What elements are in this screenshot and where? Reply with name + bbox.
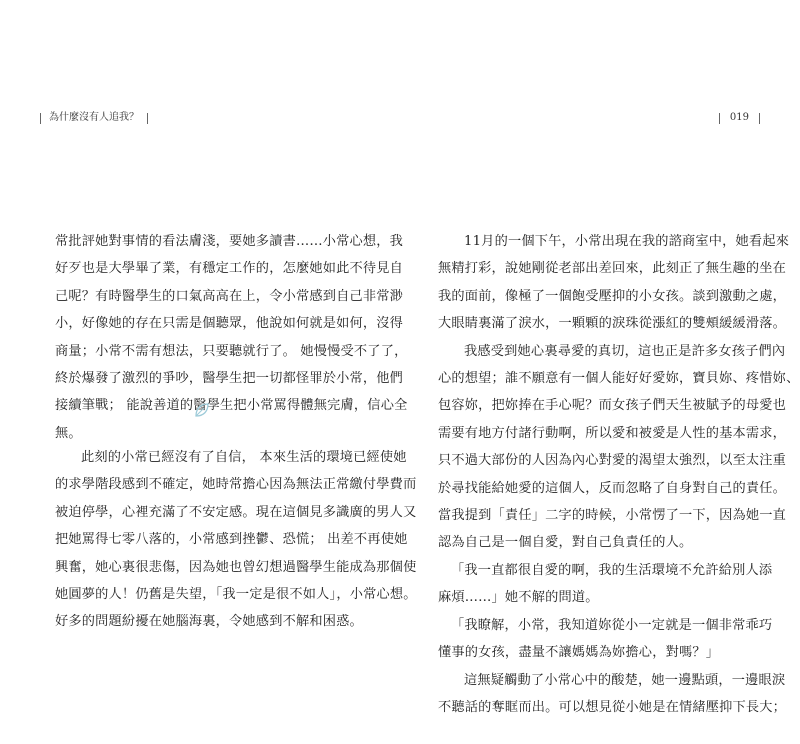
text-line: 當我提到「責任」二字的時候，小常愣了一下，因為她一直 — [438, 508, 787, 524]
text-line: 此刻的小常已經沒有了自信， 本來生活的環境已經使她 — [81, 450, 407, 465]
text-line: 認為自己是一個自愛，對自己負責任的人。 — [438, 535, 693, 551]
text-line: 心的想望；誰不願意有一個人能好好愛妳，寶貝妳、疼惜妳、 — [438, 371, 800, 387]
text-line: 商量；小常不需有想法，只要聽就行了。 她慢慢受不了了， — [55, 343, 408, 359]
text-line: 不聽話的奪眶而出。可以想見從小她是在情緒壓抑下長大； — [438, 699, 787, 715]
text-line: 大眼睛裏滿了淚水，一顆顆的淚珠從漲紅的雙頰緩緩滑落。 — [438, 316, 787, 332]
leaf-ornament-icon — [193, 401, 211, 419]
text-line: 我感受到她心裏尋愛的真切，這也正是許多女孩子們內 — [464, 343, 786, 359]
text-line: 於尋找能給她愛的這個人，反而忽略了自身對自己的責任。 — [438, 480, 787, 496]
text-line: 「我瞭解，小常，我知道妳從小一定就是一個非常乖巧 — [451, 617, 773, 633]
running-header-left — [40, 111, 148, 125]
text-line: 無。 — [55, 425, 82, 441]
text-line: 被迫停學，心裡充滿了不安定感。現在這個見多識廣的男人又 — [55, 504, 417, 520]
text-line: 常批評她對事情的看法膚淺，要她多讀書……小常心想，我 — [55, 234, 404, 249]
text-line: 終於爆發了激烈的爭吵，醫學生把一切都怪罪於小常，他們 — [55, 371, 404, 387]
text-line: 她圓夢的人！仍舊是失望，「我一定是很不如人」，小常心想。 — [55, 587, 417, 603]
text-line: 興奮，她心裏很悲傷，因為她也曾幻想過醫學生能成為那個使 — [55, 559, 417, 575]
running-header-right — [719, 111, 760, 125]
text-line: 我的面前，像極了一個飽受壓抑的小女孩。談到激動之處， — [438, 288, 787, 304]
header-rule — [40, 113, 41, 124]
text-line: 這無疑觸動了小常心中的酸楚，她一邊點頭，一邊眼淚 — [464, 672, 786, 688]
page-number: 019 — [729, 112, 749, 123]
left-paragraph-2 — [55, 444, 417, 636]
header-rule — [147, 113, 148, 124]
text-line: 的求學階段感到不確定，她時常擔心因為無法正常繳付學費而 — [55, 477, 417, 493]
right-page-body — [438, 228, 800, 721]
text-line: 「我一直都很自愛的啊，我的生活環境不允許給別人添 — [451, 562, 773, 578]
text-line: 己呢？有時醫學生的口氣高高在上，令小常感到自己非常渺 — [55, 288, 404, 304]
text-line: 好歹也是大學畢了業，有穩定工作的，怎麼她如此不待見自 — [55, 261, 404, 277]
text-line: 把她罵得七零八落的，小常感到挫鬱、恐慌； 出差不再使她 — [55, 532, 408, 548]
text-line: 小，好像她的存在只需是個聽眾，他說如何就是如何，沒得 — [55, 316, 404, 332]
header-rule — [719, 113, 720, 124]
text-line: 無精打彩，說她剛從老部出差回來，此刻正了無生趣的坐在 — [438, 261, 787, 277]
text-line: 11月的一個下午，小常出現在我的諮商室中，她看起來 — [464, 234, 790, 249]
text-line: 包容妳，把妳捧在手心呢？而女孩子們天生被賦予的母愛也 — [438, 398, 787, 414]
text-line: 麻煩……」她不解的問道。 — [438, 590, 599, 606]
text-line: 只不過大部份的人因為內心對愛的渴望太強烈，以至太注重 — [438, 453, 787, 469]
text-line: 懂事的女孩，盡量不讓媽媽為妳擔心，對嗎？」 — [438, 645, 720, 661]
chapter-title: 為什麼沒有人追我？ — [49, 112, 139, 123]
text-line: 接續筆戰； 能說善道的醫學生把小常罵得體無完膚，信心全 — [55, 398, 408, 414]
text-line: 好多的問題紛擾在她腦海裏，令她感到不解和困惑。 — [55, 614, 363, 630]
text-line: 需要有地方付諸行動啊，所以愛和被愛是人性的基本需求， — [438, 425, 787, 441]
header-rule — [759, 113, 760, 124]
